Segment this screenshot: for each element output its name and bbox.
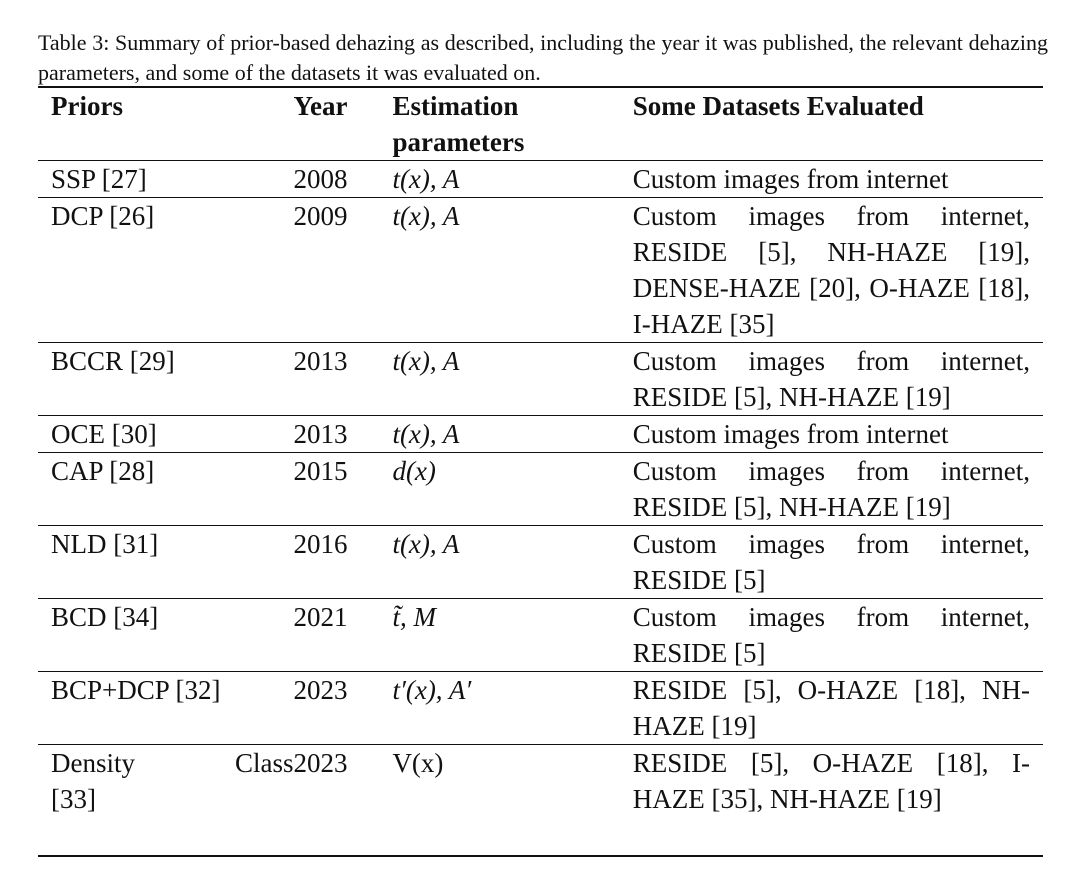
cell-prior: SSP [27] [51,164,147,194]
table-caption: Table 3: Summary of prior-based dehazing as described, including the year it was published, the relevant dehazing parameters, and some of the datasets it was evaluated on. [38,30,1048,85]
table-row [38,416,1043,453]
table-row [38,599,1043,672]
cell-params: t(x), A [392,164,460,194]
cell-params: t′(x), A′ [392,675,472,705]
header-year: Year [293,91,348,121]
cell-datasets: Custom images from internet, RESIDE [5] [632,529,1030,595]
cell-datasets: RESIDE [5], O-HAZE [18], I-HAZE [35], NH-HAZE [19] [632,748,1030,814]
table-row [38,453,1043,526]
cell-prior: CAP [28] [51,456,155,486]
prior-dehazing-table-wrapper [38,86,1043,817]
cell-year: 2021 [293,602,348,632]
cell-params: t̃, M [392,602,436,632]
cell-prior: OCE [30] [51,419,157,449]
cell-params: V(x) [392,748,444,778]
cell-prior: NLD [31] [51,529,159,559]
cell-prior: BCCR [29] [51,346,175,376]
header-estimation-line1: Estimation [392,91,519,121]
cell-params: t(x), A [392,346,460,376]
prior-dehazing-table [38,86,1043,817]
cell-params: t(x), A [392,201,460,231]
cell-year: 2015 [293,456,348,486]
table-header-row [38,87,1043,161]
cell-datasets: Custom images from internet, RESIDE [5], NH-HAZE [19] [632,456,1030,522]
header-estimation-parameters [392,87,632,161]
table-row [38,672,1043,745]
cell-datasets: Custom images from internet [632,419,949,449]
prior-word-2: Class [235,748,294,778]
header-estimation-line2: parameters [392,127,525,157]
cell-year: 2009 [293,201,348,231]
cell-datasets: Custom images from internet, RESIDE [5], NH-HAZE [19] [632,346,1030,412]
prior-split-line [51,745,294,781]
cell-datasets: Custom images from internet, RESIDE [5], NH-HAZE [19], DENSE-HAZE [20], O-HAZE [18], I-HAZE [35] [632,201,1030,339]
cell-datasets: Custom images from internet, RESIDE [5] [632,602,1030,668]
cell-datasets: RESIDE [5], O-HAZE [18], NH-HAZE [19] [632,675,1030,741]
header-priors: Priors [51,91,123,121]
table-row [38,526,1043,599]
table-row [38,161,1043,198]
cell-prior: DCP [26] [51,201,155,231]
prior-line-2: [33] [51,784,96,814]
cell-datasets: Custom images from internet [632,164,949,194]
cell-params: d(x) [392,456,436,486]
cell-prior: BCD [34] [51,602,159,632]
header-datasets: Some Datasets Evaluated [632,91,924,121]
cell-year: 2013 [293,346,348,376]
cell-year: 2016 [293,529,348,559]
table-bottom-rule [38,855,1043,857]
cell-prior: BCP+DCP [32] [51,675,221,705]
cell-prior [38,745,294,818]
table-row [38,745,1043,818]
table-row [38,198,1043,343]
cell-year: 2008 [293,164,348,194]
cell-params: t(x), A [392,419,460,449]
prior-word-1: Density [51,748,135,778]
table-row [38,343,1043,416]
cell-year: 2023 [293,748,348,778]
cell-year: 2013 [293,419,348,449]
cell-params: t(x), A [392,529,460,559]
cell-year: 2023 [293,675,348,705]
